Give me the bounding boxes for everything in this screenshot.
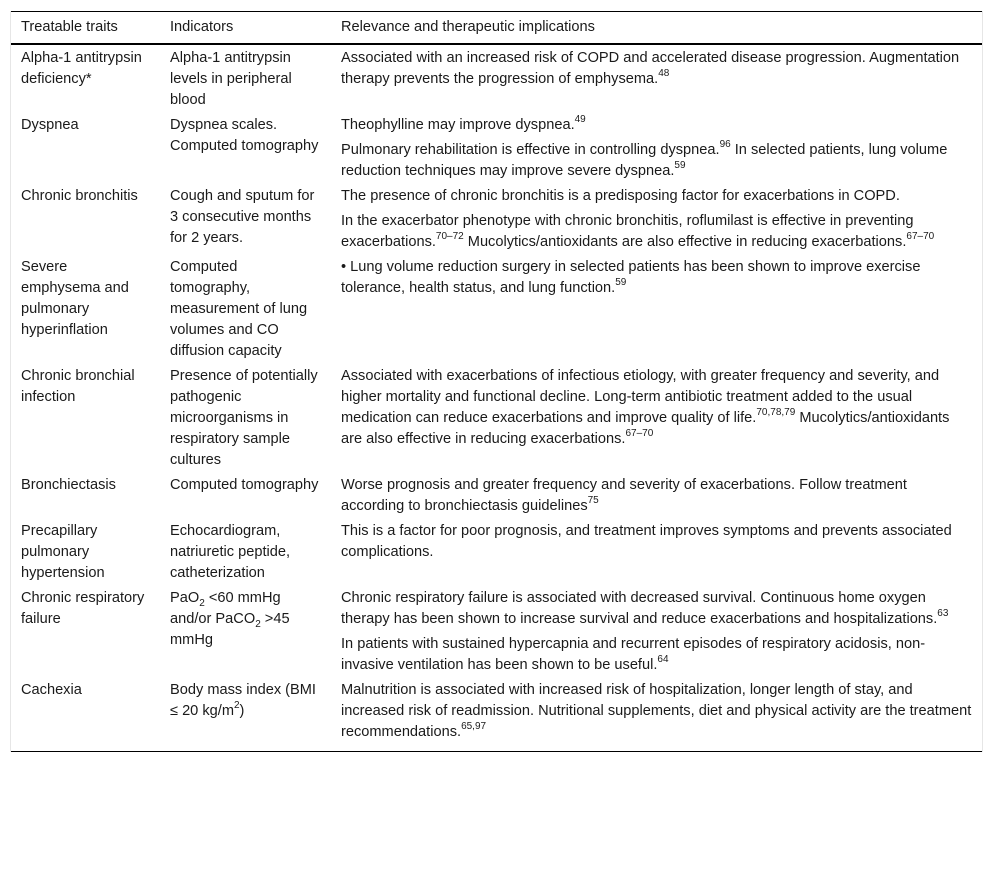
reference-superscript: 96: [719, 139, 731, 151]
cell-indicator: Computed tomography, measurement of lung volumes and CO diffusion capacity: [170, 259, 308, 359]
cell-trait: Chronic respiratory failure: [21, 590, 145, 627]
cell-relevance: [331, 678, 982, 752]
treatable-traits-table: [11, 11, 982, 752]
cell-trait: Cachexia: [11, 678, 160, 752]
table-row: [11, 519, 982, 586]
treatable-traits-table-container: [10, 11, 983, 752]
table-row: [11, 255, 982, 364]
cell-trait: Dyspnea: [21, 117, 79, 133]
reference-superscript: 64: [657, 654, 669, 666]
reference-superscript: 48: [658, 68, 670, 80]
reference-superscript: 59: [615, 277, 627, 289]
relevance-paragraph: In patients with sustained hypercapnia and recurrent episodes of respiratory acidosis, non-invasive ventilation has been shown to be useful.$^{64}$: [341, 636, 926, 673]
relevance-paragraph: • Lung volume reduction surgery in selected patients has been shown to improve exercise tolerance, health status, and lung function.$^{59}$: [341, 259, 921, 296]
reference-superscript: 75: [587, 495, 599, 507]
relevance-paragraph: Worse prognosis and greater frequency and severity of exacerbations. Follow treatment according to bronchiectasis guidelines$^{75}$: [341, 477, 907, 514]
cell-indicator: Body mass index (BMI ≤ 20 $kg/m^2$): [160, 678, 331, 752]
cell-relevance: [331, 473, 982, 519]
reference-superscript: 70,78,79: [756, 407, 796, 419]
cell-relevance: [331, 44, 982, 113]
header-row: [11, 12, 982, 45]
cell-relevance: [331, 586, 982, 678]
reference-superscript: 49: [574, 114, 586, 126]
reference-superscript: 65,97: [461, 721, 487, 733]
cell-indicator: Echocardiogram, natriuretic peptide, catheterization: [170, 523, 291, 581]
subscript: 2: [255, 618, 261, 630]
table-row: [11, 678, 982, 752]
header-relevance: Relevance and therapeutic implications: [331, 12, 982, 45]
table-row: [11, 586, 982, 678]
cell-relevance: [331, 255, 982, 364]
cell-trait: Bronchiectasis: [21, 477, 116, 493]
header-indicators: Indicators: [160, 12, 331, 45]
cell-indicator: Alpha-1 antitrypsin levels in peripheral blood: [170, 50, 292, 108]
table-row: [11, 113, 982, 184]
cell-relevance: [331, 113, 982, 184]
cell-indicator: Computed tomography: [170, 477, 319, 493]
reference-superscript: 63: [937, 608, 949, 620]
cell-indicator: Cough and sputum for 3 consecutive months for 2 years.: [170, 188, 315, 246]
subscript: 2: [199, 597, 205, 609]
reference-superscript: 59: [674, 160, 686, 172]
cell-trait: Alpha-1 antitrypsin deficiency*: [21, 50, 142, 87]
relevance-paragraph: Associated with exacerbations of infectious etiology, with greater frequency and severity, and higher mortality and functional decline. Long-term antibiotic treatment added to the usual medication can reduce exacerbations and improve quality of life.$^{70,78,79}$ Mucolytics/antioxidants are also effective in reducing exacerbations.$^{67-70}$: [341, 368, 950, 447]
header-treatable-traits: Treatable traits: [11, 12, 160, 45]
table-row: [11, 364, 982, 473]
reference-superscript: 70–72: [435, 231, 464, 243]
cell-indicator: PaO$_2$ <60 mmHg and/or PaCO$_2$ >45 mmHg: [170, 590, 290, 648]
relevance-paragraph: Associated with an increased risk of COPD and accelerated disease progression. Augmentation therapy prevents the progression of emphysema.$^{48}$: [341, 50, 960, 87]
reference-superscript: 2: [233, 700, 240, 712]
table-row: [11, 44, 982, 113]
table-body: [11, 44, 982, 752]
relevance-paragraph: In the exacerbator phenotype with chronic bronchitis, roflumilast is effective in preventing exacerbations.$^{70-72}$ Mucolytics/antioxidants are also effective in reducing exacerbations.$^{67-70}$: [341, 213, 935, 250]
cell-relevance: [331, 184, 982, 255]
reference-superscript: 67–70: [906, 231, 935, 243]
relevance-paragraph: The presence of chronic bronchitis is a predisposing factor for exacerbations in COPD.: [341, 188, 900, 204]
table-row: [11, 184, 982, 255]
table-header: [11, 12, 982, 45]
cell-indicator: Presence of potentially pathogenic microorganisms in respiratory sample cultures: [170, 368, 318, 468]
cell-trait: Precapillary pulmonary hypertension: [21, 523, 105, 581]
relevance-paragraph: Theophylline may improve dyspnea.$^{49}$: [341, 114, 586, 133]
table-row: [11, 473, 982, 519]
cell-relevance: [331, 519, 982, 586]
cell-trait: Chronic bronchitis: [21, 188, 138, 204]
cell-trait: Chronic bronchial infection: [21, 368, 135, 405]
relevance-paragraph: Pulmonary rehabilitation is effective in controlling dyspnea.$^{96}$ In selected patients, lung volume reduction techniques may improve severe dyspnea.$^{59}$: [341, 139, 948, 179]
reference-superscript: 67–70: [625, 428, 654, 440]
relevance-paragraph: Malnutrition is associated with increased risk of hospitalization, longer length of stay, and increased risk of readmission. Nutritional supplements, diet and physical activity are the treatment recommendations.$^{65,97}$: [341, 682, 972, 740]
cell-trait: Severe emphysema and pulmonary hyperinflation: [21, 259, 129, 338]
cell-indicator: Dyspnea scales. Computed tomography: [170, 117, 319, 154]
cell-relevance: [331, 364, 982, 473]
relevance-paragraph: This is a factor for poor prognosis, and treatment improves symptoms and prevents associated complications.: [341, 523, 952, 560]
relevance-paragraph: Chronic respiratory failure is associated with decreased survival. Continuous home oxygen therapy has been shown to increase survival and reduce exacerbations and hospitalizations.$^{63}$: [341, 590, 949, 627]
